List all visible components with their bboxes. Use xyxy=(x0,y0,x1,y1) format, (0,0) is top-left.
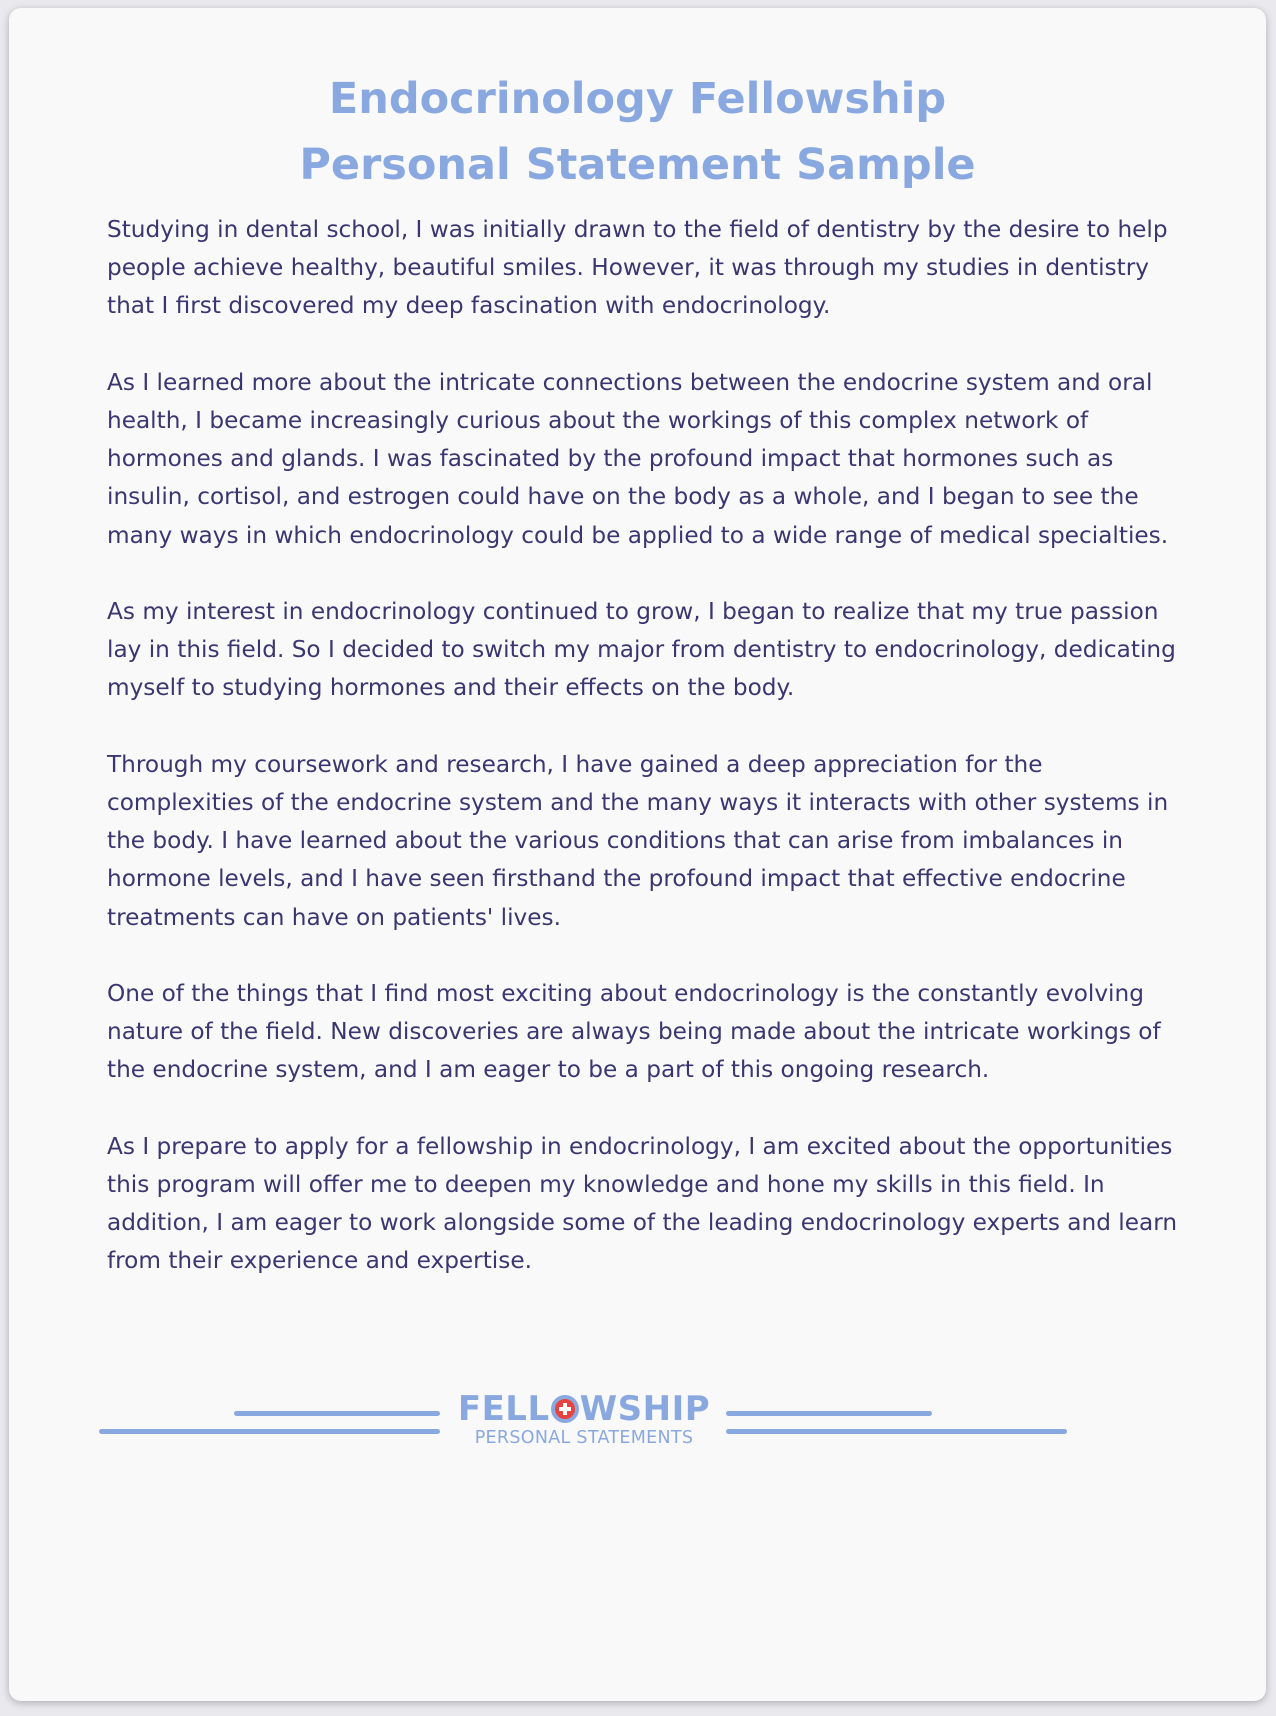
logo-text-end: WSHIP xyxy=(579,1389,711,1429)
fellowship-logo xyxy=(449,1390,719,1448)
logo-subtitle: PERSONAL STATEMENTS xyxy=(474,1428,694,1448)
paragraph: Through my coursework and research, I have gained a deep appreciation for the complexities of the endocrine system and the many ways it interacts with other systems in the body. I have learned about the various conditions that can arise from imbalances in hormone levels, and I have seen firsthand the profound impact that effective endocrine treatments can have on patients' lives. xyxy=(107,750,1169,931)
document-page xyxy=(9,8,1266,1701)
logo-text-start: FELL xyxy=(457,1389,550,1429)
page-title xyxy=(9,66,1266,198)
title-line-1: Endocrinology Fellowship xyxy=(328,74,947,124)
paragraph: One of the things that I find most exciting about endocrinology is the constantly evolving nature of the field. New discoveries are always being made about the intricate workings of the endocrine system, and I am eager to be a part of this ongoing research. xyxy=(107,980,1161,1084)
medical-cross-circle-icon xyxy=(551,1395,579,1423)
statement-body xyxy=(107,211,1187,1319)
paragraph: As my interest in endocrinology continued to grow, I began to realize that my true passion lay in this field. So I decided to switch my major from dentistry to endocrinology, dedicating myself to studying hormones and their effects on the body. xyxy=(107,598,1176,702)
footer-divider-left-short xyxy=(234,1411,440,1416)
footer-divider-left-long xyxy=(99,1429,440,1434)
footer-divider-right-long xyxy=(726,1429,1067,1434)
title-line-2: Personal Statement Sample xyxy=(299,140,976,190)
paragraph: Studying in dental school, I was initially drawn to the field of dentistry by the desire to help people achieve healthy, beautiful smiles. However, it was through my studies in dentistry that I first discovered my deep fascination with endocrinology. xyxy=(107,216,1168,320)
paragraph: As I prepare to apply for a fellowship in endocrinology, I am excited about the opportunities this program will offer me to deepen my knowledge and hone my skills in this field. In addition, I am eager to work alongside some of the leading endocrinology experts and learn from their experience and expertise. xyxy=(107,1132,1178,1275)
footer-divider-right-short xyxy=(726,1411,932,1416)
paragraph: As I learned more about the intricate connections between the endocrine system and oral health, I became increasingly curious about the workings of this complex network of hormones and glands. I was fascinated by the profound impact that hormones such as insulin, cortisol, and estrogen could have on the body as a whole, and I began to see the many ways in which endocrinology could be applied to a wide range of medical specialties. xyxy=(107,368,1169,549)
logo-wordmark xyxy=(449,1390,719,1428)
